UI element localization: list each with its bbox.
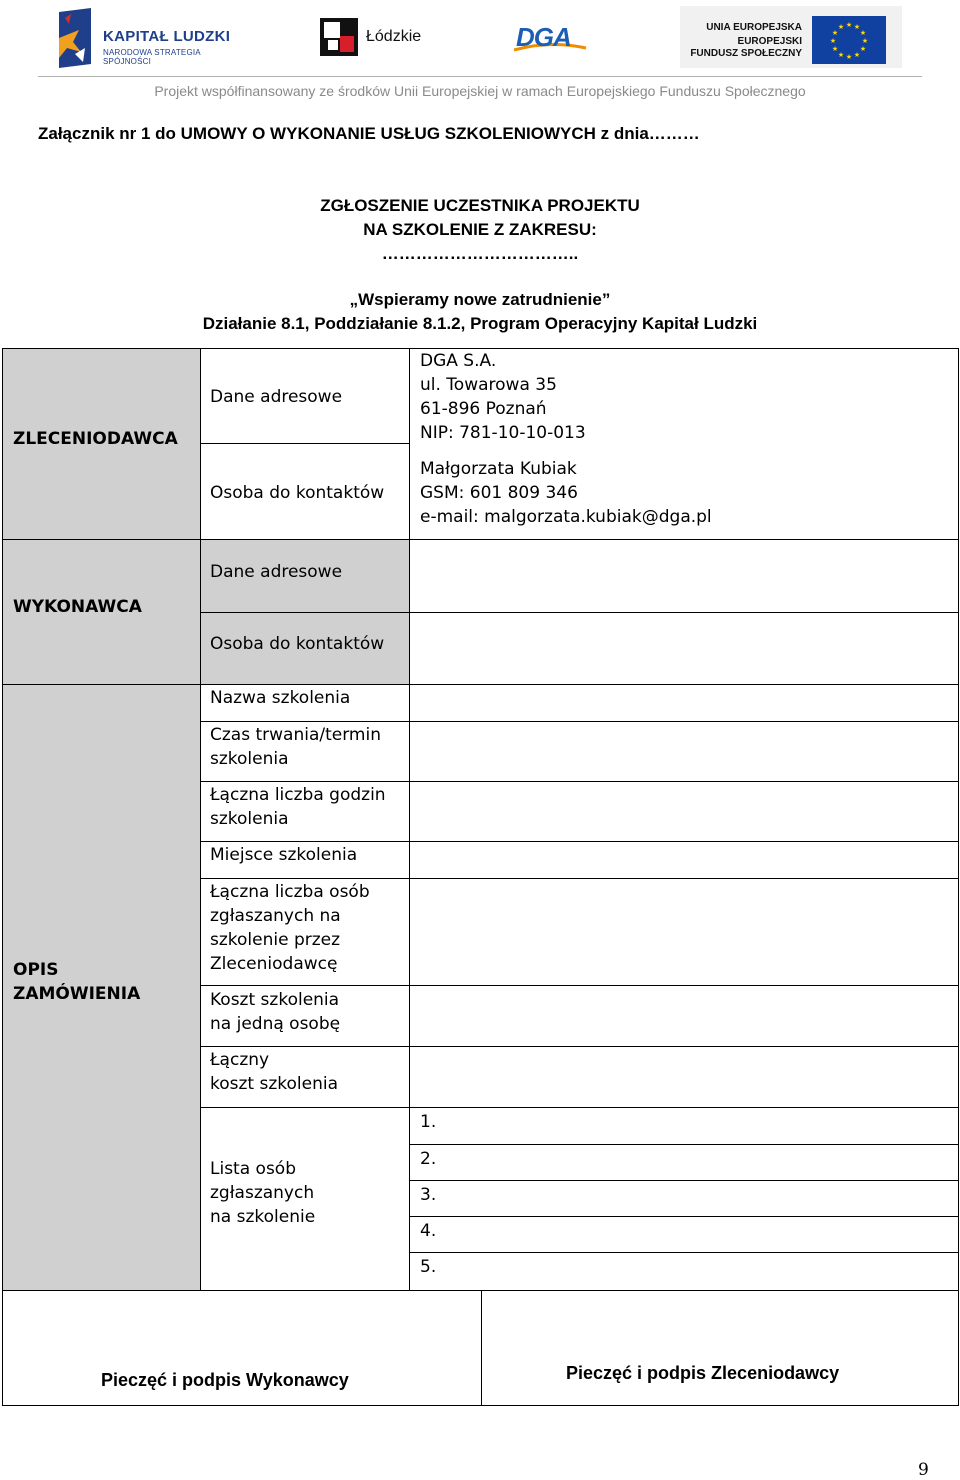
participants-count-label-line4: Zleceniodawcę xyxy=(210,954,338,974)
form-title-line1: ZGŁOSZENIE UCZESTNIKA PROJEKTU xyxy=(320,196,640,215)
lodzkie-name: Łódzkie xyxy=(366,28,422,45)
zleceniodawca-value-cell xyxy=(409,348,959,540)
wykonawca-address-input[interactable] xyxy=(409,539,959,613)
header-divider xyxy=(38,76,922,77)
logo-eu-fund xyxy=(680,6,902,68)
total-cost-label-line2: koszt szkolenia xyxy=(210,1074,339,1094)
wykonawca-contact-label-cell xyxy=(200,612,410,685)
participants-count-input[interactable] xyxy=(409,878,959,986)
participants-count-label-line1: Łączna liczba osób xyxy=(210,882,370,902)
participants-count-label-cell xyxy=(200,878,410,986)
training-duration-label-cell xyxy=(200,721,410,782)
training-place-label: Miejsce szkolenia xyxy=(210,845,358,865)
training-place-label-cell xyxy=(200,841,410,879)
zleceniodawca-address-label: Dane adresowe xyxy=(210,387,343,407)
training-hours-label-line2: szkolenia xyxy=(210,809,289,829)
training-duration-label-line1: Czas trwania/termin xyxy=(210,725,381,745)
participants-list-label-line3: na szkolenie xyxy=(210,1207,316,1227)
participants-list-label-line1: Lista osób xyxy=(210,1159,296,1179)
wykonawca-header-cell xyxy=(2,539,201,685)
zleceniodawca-contact-label: Osoba do kontaktów xyxy=(210,483,385,503)
training-duration-label-line2: szkolenia xyxy=(210,749,289,769)
wykonawca-address-label: Dane adresowe xyxy=(210,562,343,582)
executor-signature-box[interactable] xyxy=(2,1290,482,1406)
program-line: Działanie 8.1, Poddziałanie 8.1.2, Program Operacyjny Kapitał Ludzki xyxy=(202,314,758,333)
opis-label-line2: ZAMÓWIENIA xyxy=(13,984,141,1004)
training-hours-input[interactable] xyxy=(409,781,959,842)
zleceniodawca-contact-phone: GSM: 601 809 346 xyxy=(420,483,578,503)
participant-row-1[interactable] xyxy=(409,1107,959,1145)
svg-text:★: ★ xyxy=(845,21,853,29)
training-name-label: Nazwa szkolenia xyxy=(210,688,351,708)
svg-text:★: ★ xyxy=(831,45,839,53)
total-cost-input[interactable] xyxy=(409,1046,959,1108)
participants-list-label-cell xyxy=(200,1107,410,1291)
wykonawca-address-label-cell xyxy=(200,539,410,613)
zleceniodawca-header-cell xyxy=(2,348,201,540)
cost-per-person-label-line1: Koszt szkolenia xyxy=(210,990,340,1010)
total-cost-label-cell xyxy=(200,1046,410,1108)
cofinancing-note: Projekt współfinansowany ze środków Unii Europejskiej w ramach Europejskiego Funduszu Społecznego xyxy=(154,83,806,99)
training-place-input[interactable] xyxy=(409,841,959,879)
form-title-dots: …………………………….. xyxy=(381,244,579,263)
zleceniodawca-nip: NIP: 781-10-10-013 xyxy=(420,423,586,443)
kapital-ludzki-subtitle: NARODOWA STRATEGIA SPÓJNOŚCI xyxy=(103,48,201,66)
zleceniodawca-contact-email: e-mail: malgorzata.kubiak@dga.pl xyxy=(420,507,712,527)
participant-number-5: 5. xyxy=(420,1257,437,1277)
participant-row-3[interactable] xyxy=(409,1180,959,1217)
training-name-label-cell xyxy=(200,684,410,722)
participant-row-2[interactable] xyxy=(409,1144,959,1181)
opis-label-line1: OPIS xyxy=(13,960,59,980)
client-signature-box[interactable] xyxy=(481,1290,959,1406)
svg-text:★: ★ xyxy=(859,45,867,53)
logo-dga xyxy=(512,20,588,56)
zleceniodawca-contact-name: Małgorzata Kubiak xyxy=(420,459,577,479)
svg-text:★: ★ xyxy=(859,29,867,37)
eu-flag-icon xyxy=(812,16,886,64)
logo-lodzkie xyxy=(320,18,440,60)
wykonawca-contact-label: Osoba do kontaktów xyxy=(210,634,385,654)
svg-text:★: ★ xyxy=(837,23,845,31)
svg-text:★: ★ xyxy=(853,51,861,59)
zleceniodawca-address-line1: DGA S.A. xyxy=(420,351,497,371)
eu-text-line1: UNIA EUROPEJSKA xyxy=(706,22,802,33)
cost-per-person-label-line2: na jedną osobę xyxy=(210,1014,341,1034)
cost-per-person-input[interactable] xyxy=(409,985,959,1047)
participant-number-3: 3. xyxy=(420,1185,437,1205)
svg-text:★: ★ xyxy=(845,53,853,61)
svg-text:★: ★ xyxy=(861,37,869,45)
wykonawca-contact-input[interactable] xyxy=(409,612,959,685)
svg-text:★: ★ xyxy=(837,51,845,59)
logo-kapital-ludzki xyxy=(55,8,250,68)
svg-text:★: ★ xyxy=(831,29,839,37)
training-hours-label-line1: Łączna liczba godzin xyxy=(210,785,386,805)
lodzkie-emblem-icon xyxy=(320,18,358,56)
svg-text:★: ★ xyxy=(853,23,861,31)
participant-number-4: 4. xyxy=(420,1221,437,1241)
participant-row-4[interactable] xyxy=(409,1216,959,1253)
zleceniodawca-address-line2: ul. Towarowa 35 xyxy=(420,375,557,395)
kapital-ludzki-flag-icon xyxy=(55,8,95,68)
training-duration-input[interactable] xyxy=(409,721,959,782)
participant-number-1: 1. xyxy=(420,1112,437,1132)
zleceniodawca-contact-label-cell xyxy=(200,443,410,540)
zleceniodawca-label: ZLECENIODAWCA xyxy=(13,429,178,449)
eu-text-line3: FUNDUSZ SPOŁECZNY xyxy=(690,48,802,59)
opis-header-cell xyxy=(2,684,201,1291)
form-title-line2: NA SZKOLENIE Z ZAKRESU: xyxy=(363,220,597,239)
training-name-input[interactable] xyxy=(409,684,959,722)
cost-per-person-label-cell xyxy=(200,985,410,1047)
zleceniodawca-address-label-cell xyxy=(200,348,410,444)
project-name: „Wspieramy nowe zatrudnienie” xyxy=(349,290,611,309)
client-signature-label: Pieczęć i podpis Zleceniodawcy xyxy=(566,1363,840,1383)
executor-signature-label: Pieczęć i podpis Wykonawcy xyxy=(101,1370,349,1390)
participants-count-label-line2: zgłaszanych na xyxy=(210,906,341,926)
dga-name: DGA xyxy=(516,22,571,52)
participant-number-2: 2. xyxy=(420,1149,437,1169)
total-cost-label-line1: Łączny xyxy=(210,1050,270,1070)
annex-title: Załącznik nr 1 do UMOWY O WYKONANIE USŁUG SZKOLENIOWYCH z dnia……… xyxy=(38,124,700,143)
training-hours-label-cell xyxy=(200,781,410,842)
page-number: 9 xyxy=(918,1460,929,1480)
wykonawca-label: WYKONAWCA xyxy=(13,597,142,617)
kapital-ludzki-title: KAPITAŁ LUDZKI xyxy=(103,28,231,45)
participants-count-label-line3: szkolenie przez xyxy=(210,930,341,950)
svg-text:★: ★ xyxy=(829,37,837,45)
eu-text-line2: EUROPEJSKI xyxy=(737,36,802,47)
participants-list-label-line2: zgłaszanych xyxy=(210,1183,315,1203)
zleceniodawca-address-line3: 61-896 Poznań xyxy=(420,399,547,419)
participant-row-5[interactable] xyxy=(409,1252,959,1291)
